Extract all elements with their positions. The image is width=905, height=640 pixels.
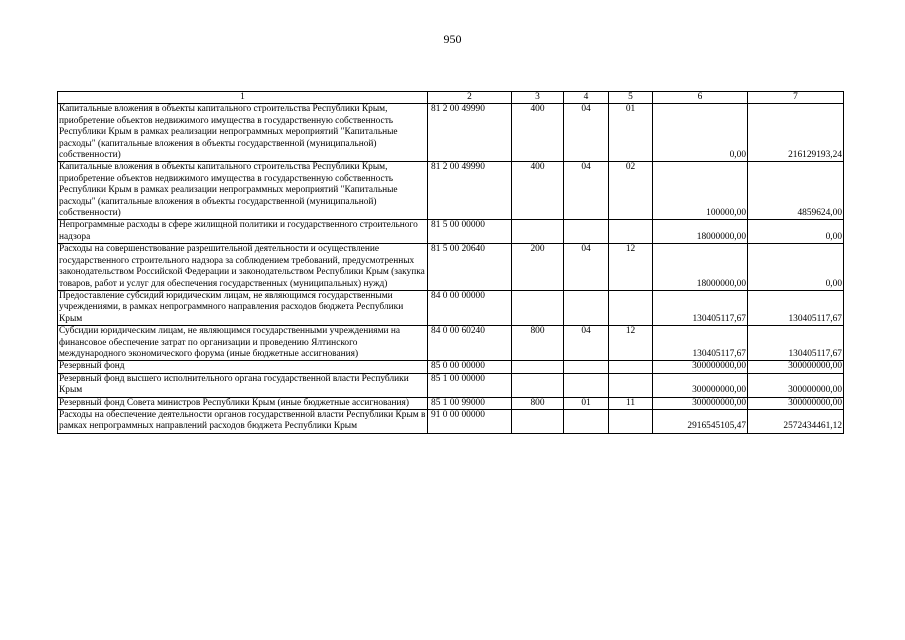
- expense-description: Резервный фонд высшего исполнительного органа государственной власти Республики Крым: [58, 373, 428, 397]
- section-code: [564, 220, 609, 244]
- expense-description: Резервный фонд: [58, 361, 428, 373]
- amount-column-7: 0,00: [748, 244, 844, 291]
- expense-type-code: 400: [512, 104, 564, 162]
- subsection-code: [609, 290, 653, 325]
- target-article-code: 85 1 00 99000: [428, 397, 512, 409]
- target-article-code: 85 1 00 00000: [428, 373, 512, 397]
- section-code: [564, 409, 609, 433]
- section-code: [564, 290, 609, 325]
- amount-column-6: 0,00: [653, 104, 748, 162]
- section-code: 04: [564, 104, 609, 162]
- table-row: [58, 104, 844, 162]
- subsection-code: [609, 220, 653, 244]
- amount-column-6: 2916545105,47: [653, 409, 748, 433]
- amount-column-7: 4859624,00: [748, 162, 844, 220]
- table-row: [58, 326, 844, 361]
- expense-type-code: [512, 290, 564, 325]
- expense-type-code: [512, 220, 564, 244]
- section-code: [564, 373, 609, 397]
- amount-column-7: 300000000,00: [748, 373, 844, 397]
- target-article-code: 85 0 00 00000: [428, 361, 512, 373]
- header-cell: 6: [653, 92, 748, 104]
- expense-type-code: 200: [512, 244, 564, 291]
- subsection-code: 11: [609, 397, 653, 409]
- target-article-code: 84 0 00 00000: [428, 290, 512, 325]
- target-article-code: 84 0 00 60240: [428, 326, 512, 361]
- expense-description: Расходы на совершенствование разрешительной деятельности и осуществление государственного строительного надзора за соблюдением требований, предусмотренных законодательством Российской Федерации и законодательством Республики Крым (закупка товаров, работ и услуг для обеспечения государственных (муниципальных) нужд): [58, 244, 428, 291]
- target-article-code: 81 2 00 49990: [428, 162, 512, 220]
- amount-column-7: 300000000,00: [748, 361, 844, 373]
- amount-column-6: 18000000,00: [653, 220, 748, 244]
- expense-description: Капитальные вложения в объекты капитального строительства Республики Крым, приобретение объектов недвижимого имущества в государственную собственность Республики Крым в рамках реализации непрограммных мероприятий "Капитальные расходы" (капитальные вложения в объекты государственной (муниципальной) собственности): [58, 104, 428, 162]
- table-row: [58, 373, 844, 397]
- header-cell: 2: [428, 92, 512, 104]
- expense-type-code: [512, 373, 564, 397]
- amount-column-7: 2572434461,12: [748, 409, 844, 433]
- header-cell: 5: [609, 92, 653, 104]
- section-code: 04: [564, 244, 609, 291]
- header-cell: 4: [564, 92, 609, 104]
- expense-description: Резервный фонд Совета министров Республики Крым (иные бюджетные ассигнования): [58, 397, 428, 409]
- expense-description: Капитальные вложения в объекты капитального строительства Республики Крым, приобретение объектов недвижимого имущества в государственную собственность Республики Крым в рамках реализации непрограммных мероприятий "Капитальные расходы" (капитальные вложения в объекты государственной (муниципальной) собственности): [58, 162, 428, 220]
- subsection-code: 12: [609, 326, 653, 361]
- amount-column-6: 18000000,00: [653, 244, 748, 291]
- header-cell: 3: [512, 92, 564, 104]
- target-article-code: 91 0 00 00000: [428, 409, 512, 433]
- target-article-code: 81 5 00 00000: [428, 220, 512, 244]
- expense-type-code: [512, 409, 564, 433]
- subsection-code: [609, 373, 653, 397]
- header-cell: 7: [748, 92, 844, 104]
- section-code: 04: [564, 326, 609, 361]
- table-row: [58, 290, 844, 325]
- header-cell: 1: [58, 92, 428, 104]
- section-code: 01: [564, 397, 609, 409]
- subsection-code: [609, 361, 653, 373]
- table-row: [58, 361, 844, 373]
- table-row: [58, 244, 844, 291]
- table-row: [58, 220, 844, 244]
- expense-description: Субсидии юридическим лицам, не являющимся государственными учреждениями на финансовое обеспечение затрат по организации и проведению Ялтинского международного экономического форума (иные бюджетные ассигнования): [58, 326, 428, 361]
- amount-column-7: 300000000,00: [748, 397, 844, 409]
- target-article-code: 81 2 00 49990: [428, 104, 512, 162]
- amount-column-7: 130405117,67: [748, 290, 844, 325]
- amount-column-6: 300000000,00: [653, 361, 748, 373]
- amount-column-7: 130405117,67: [748, 326, 844, 361]
- amount-column-6: 130405117,67: [653, 326, 748, 361]
- table-row: [58, 162, 844, 220]
- expense-type-code: 400: [512, 162, 564, 220]
- table-header-row: [58, 92, 844, 104]
- expense-description: Непрограммные расходы в сфере жилищной политики и государственного строительного надзора: [58, 220, 428, 244]
- table-row: [58, 397, 844, 409]
- page-number: 950: [443, 32, 462, 46]
- target-article-code: 81 5 00 20640: [428, 244, 512, 291]
- table-row: [58, 409, 844, 433]
- subsection-code: 12: [609, 244, 653, 291]
- expense-type-code: [512, 361, 564, 373]
- expense-type-code: 800: [512, 397, 564, 409]
- subsection-code: 01: [609, 104, 653, 162]
- section-code: 04: [564, 162, 609, 220]
- amount-column-6: 130405117,67: [653, 290, 748, 325]
- subsection-code: 02: [609, 162, 653, 220]
- budget-table: [57, 91, 844, 434]
- amount-column-7: 0,00: [748, 220, 844, 244]
- amount-column-6: 300000000,00: [653, 373, 748, 397]
- expense-description: Расходы на обеспечение деятельности органов государственной власти Республики Крым в рамках непрограммных направлений расходов бюджета Республики Крым: [58, 409, 428, 433]
- expense-type-code: 800: [512, 326, 564, 361]
- expense-description: Предоставление субсидий юридическим лицам, не являющимся государственными учреждениями, в рамках непрограммного направления расходов бюджета Республики Крым: [58, 290, 428, 325]
- section-code: [564, 361, 609, 373]
- amount-column-6: 300000000,00: [653, 397, 748, 409]
- amount-column-7: 216129193,24: [748, 104, 844, 162]
- amount-column-6: 100000,00: [653, 162, 748, 220]
- subsection-code: [609, 409, 653, 433]
